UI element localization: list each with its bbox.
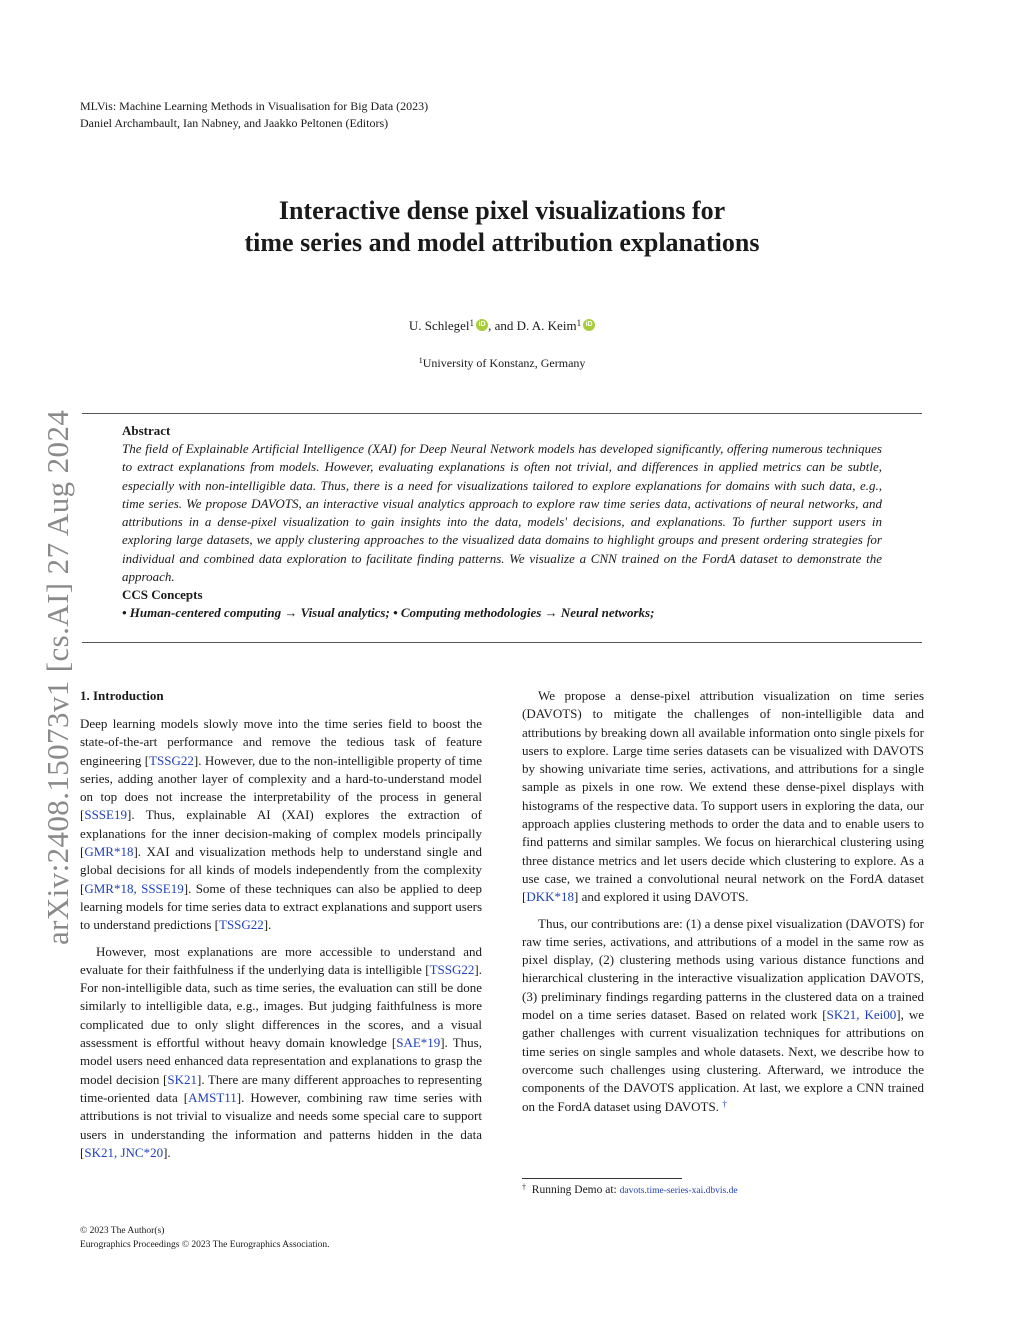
demo-url-link[interactable]: davots.time-series-xai.dbvis.de [619,1186,738,1196]
intro-paragraph-1: Deep learning models slowly move into the time series field to boost the state-of-the-art performance and remove the tedious task of feature engineering [TSSG22]. However, due to the non-intelligible property of time series, adding another layer of complexity and a hard-to-understand model on top does not increase the interpretability of the process in general [SSSE19]. Thus, explainable AI (XAI) explores the extraction of explanations for the inner decision-making of complex models principally [GMR*18]. XAI and visualization methods help to understand single and global decisions for all kinds of models independently from the complexity [GMR*18, SSSE19]. Some of these techniques can also be applied to deep learning models for time series data to extract explanations and support users to understand predictions [TSSG22]. [80,716,483,933]
citation-link[interactable]: GMR*18, SSSE19 [84,880,184,896]
copyright-line: Eurographics Proceedings © 2023 The Eurographics Association. [80,1240,330,1250]
citation-link[interactable]: SK21, Kei00 [826,1007,897,1023]
citation-link[interactable]: TSSG22 [149,752,194,768]
citation-link[interactable]: TSSG22 [219,917,264,933]
footnote-mark[interactable]: † [722,1098,727,1109]
affiliation [100,356,904,371]
footnote-divider [522,1178,682,1179]
orcid-icon[interactable]: iD [583,319,595,331]
intro-paragraph-2: However, most explanations are more accessible to understand and evaluate for their faithfulness if the underlying data is intelligible [TSSG22]. For non-intelligible data, such as time series, the evaluation can still be done similarly to intelligible data, e.g., images. But judging faithfulness is more complicated due to only slight differences in the scores, and a visual assessment is effortful without heavy domain knowledge [SAE*19]. Thus, model users need enhanced data representation and explanations to grasp the model decision [SK21]. There are many different approaches to representing time-oriented data [AMST11]. However, combining raw time series with attributions is not trivial to visualize and needs some special care to support users in understanding the information and patterns hidden in the data [SK21, JNC*20]. [80,943,482,1160]
copyright-notice [80,1224,330,1252]
citation-link[interactable]: DKK*18 [526,889,575,905]
ccs-heading: CCS Concepts [122,587,203,603]
author-separator: , and [488,318,517,333]
title-line-1: Interactive dense pixel visualizations for [278,196,726,225]
editors-line: Daniel Archambault, Ian Nabney, and Jaakko Peltonen (Editors) [80,116,389,130]
citation-link[interactable]: AMST11 [188,1089,237,1105]
citation-link[interactable]: SAE*19 [396,1035,441,1051]
paper-title [100,195,904,259]
section-heading: 1. Introduction [80,688,164,703]
title-line-2: time series and model attribution explanations [244,228,760,257]
footnote [522,1184,738,1196]
abstract-heading: Abstract [122,423,171,438]
intro-paragraph-4: Thus, our contributions are: (1) a dense pixel visualization (DAVOTS) for raw time series, activations, and attributions of a model in the same row as pixel display, (2) clustering methods using various distance functions and hierarchical clustering in the interactive visualization application DAVOTS, (3) preliminary findings regarding patterns in the clustered data on a trained model on a time series dataset. Based on related work [SK21, Kei00], we gather challenges with current visualization techniques for attributions on time series on single samples and whole datasets. Next, we describe how to overcome such challenges using clustering. Afterward, we introduce the components of the DAVOTS application. At last, we explore a CNN trained on the FordA dataset using DAVOTS. † [522,915,924,1114]
right-column [522,687,924,1116]
divider [82,642,922,643]
divider [82,413,922,414]
citation-link[interactable]: TSSG22 [429,961,475,977]
citation-link[interactable]: SSSE19 [84,807,127,823]
author-name: D. A. Keim [516,318,577,333]
left-column [80,687,482,1162]
abstract-body: The field of Explainable Artificial Intelligence (XAI) for Deep Neural Network models has developed significantly, offering numerous techniques to extract explanations from models. However, evaluating explanations is often not trivial, and differences in applied metrics can be subtle, especially with non-intelligible data. Thus, there is a need for visualizations tailored to explore explanations for domains with such data, e.g., time series. We propose DAVOTS, an interactive visual analytics approach to explore raw time series data, activations of neural networks, and attributions in a dense-pixel visualization to gain insights into the data, models' decisions, and explanations. To further support users in exploring large datasets, we apply clustering approaches to the visualized data domains to highlight groups and present ordering strategies for individual and combined data exploration to facilitate finding patterns. We visualize a CNN trained on the FordA dataset to demonstrate the approach. [122,441,882,585]
orcid-icon[interactable]: iD [476,319,488,331]
affiliation-mark: 1 [576,317,582,328]
author-name: U. Schlegel [408,318,470,333]
venue-line: MLVis: Machine Learning Methods in Visualisation for Big Data (2023) [80,99,429,113]
affiliation-mark: 1 [469,317,475,328]
abstract-section [122,422,882,622]
intro-paragraph-3: We propose a dense-pixel attribution visualization on time series (DAVOTS) to mitigate the challenges of non-intelligible data and attributions by breaking down all available information onto single pixels for users to explore. Large time series datasets can be visualized with DAVOTS by showing univariate time series, activations, and attributions for a single sample as pixels in one row. We extend these dense-pixel displays with histograms of the respective data. To support users in exploring the data, our approach applies clustering methods to order the data and to enable users to find patterns and similar samples. We focus on hierarchical clustering using three distance metrics and let users decide which clustering to explore. As a use case, we trained a convolutional neural network on the FordA dataset [DKK*18] and explored it using DAVOTS. [522,688,924,905]
footnote-mark: † [522,1182,527,1192]
copyright-line: © 2023 The Author(s) [80,1226,165,1236]
citation-link[interactable]: GMR*18 [84,844,134,860]
arxiv-stamp: arXiv:2408.15073v1 [cs.AI] 27 Aug 2024 [40,409,75,945]
citation-link[interactable]: SK21 [167,1071,197,1087]
venue-header [80,98,428,132]
author-list [100,318,904,334]
citation-link[interactable]: SK21, JNC*20 [84,1144,164,1160]
affiliation-mark: 1 [418,356,423,366]
ccs-concepts: • Human-centered computing → Visual analytics; • Computing methodologies → Neural networks; [122,605,655,621]
footnote-label: Running Demo at: [531,1184,617,1196]
affiliation-text: University of Konstanz, Germany [422,356,586,370]
